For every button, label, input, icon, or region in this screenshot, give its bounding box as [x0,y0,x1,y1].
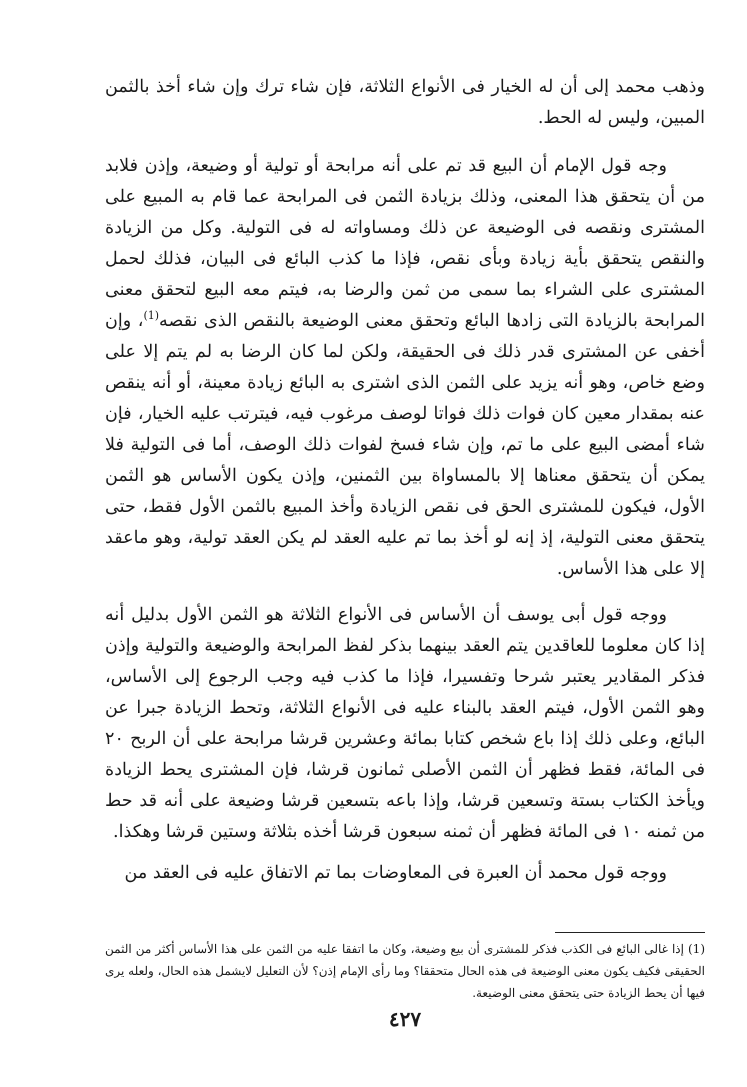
paragraph-4 [105,858,705,889]
paragraph-2 [105,151,705,585]
footnote-text: (1) إذا غالى البائع فى الكذب فذكر للمشترى أن بيع وضيعة، وكان ما اتفقا عليه من الثمن على هذا الأساس أكثر من الثمن الحقيقى فكيف يكون معنى الوضيعة فى هذه الحال متحققا؟ وما رأى الإمام إذن؟ لأن التعليل لايشمل هذه الحال، ولعله يرى فيها أن يحط الزيادة حتى يتحقق معنى الوضيعة. [105,942,705,1000]
paragraph-1 [105,72,705,134]
page-body [105,72,705,1031]
page-number: ٤٢٧ [388,1007,422,1031]
paragraph-3 [105,600,705,848]
paragraph-2-text-before-footnote: وجه قول الإمام أن البيع قد تم على أنه مرابحة أو تولية أو وضيعة، وإذن فلابد من أن يتحقق هذا المعنى، وذلك بزيادة الثمن فى المرابحة عما قام به المبيع على المشترى ونقصه فى الوضيعة عن ذلك ومساواته له فى التولية. وكل من الزيادة والنقص يتحقق بأية زيادة وبأى نقص، فإذا ما كذب البائع فى البيان، فذلك لحمل المشترى على الشراء بما سمى من ثمن والرضا به، فيتم معه البيع لتحقق معنى المرابحة بالزيادة التى زادها البائع وتحقق معنى الوضيعة بالنقص الذى نقصه [105,156,705,331]
paragraph-2-text-after-footnote: ، وإن أخفى عن المشترى قدر ذلك فى الحقيقة، ولكن لما كان الرضا به لم يتم إلا على وضع خاص، وهو أنه يزيد على الثمن الذى اشترى به البائع زيادة معينة، أو أنه ينقص عنه بمقدار معين كان فوات ذلك فواتا لوصف مرغوب فيه، فيترتب عليه الخيار، فإن شاء أمضى البيع على ما تم، وإن شاء فسخ لفوات ذلك الوصف، أما فى التولية فلا يمكن أن يتحقق معناها إلا بالمساواة بين الثمنين، وإذن يكون الأساس هو الثمن الأول، فيكون للمشترى الحق فى نقص الزيادة وأخذ المبيع بالثمن الأول فقط، حتى يتحقق معنى التولية، إذ إنه لو أخذ بما تم عليه العقد لم يكن العقد تولية، وهو ماعقد إلا على هذا الأساس. [105,311,705,579]
paragraph-4-text: ووجه قول محمد أن العبرة فى المعاوضات بما تم الاتفاق عليه فى العقد من [124,863,667,883]
paragraph-3-text: ووجه قول أبى يوسف أن الأساس فى الأنواع الثلاثة هو الثمن الأول بدليل أنه إذا كان معلوما للعاقدين يتم العقد بينهما بذكر لفظ المرابحة والوضيعة والتولية وإذن فذكر المقادير يعتبر شرحا وتفسيرا، فإذا ما كذب فيه وجب الرجوع إلى الأساس، وهو الثمن الأول، فيتم العقد بالبناء عليه فى الأنواع الثلاثة، وتحط الزيادة جبرا عن البائع، وعلى ذلك إذا باع شخص كتابا بمائة وعشرين قرشا مرابحة على أن الربح ٢٠ فى المائة، فقط فظهر أن الثمن الأصلى ثمانون قرشا، فإن المشترى يحط الزيادة ويأخذ الكتاب بستة وتسعين قرشا، وإذا باعه بتسعين قرشا وضيعة على أنه قد حط من ثمنه ١٠ فى المائة فظهر أن ثمنه سبعون قرشا أخذه بثلاثة وستين قرشا وهكذا. [105,605,705,842]
paragraph-1-text: وذهب محمد إلى أن له الخيار فى الأنواع الثلاثة، فإن شاء ترك وإن شاء أخذ بالثمن المبين، وليس له الحط. [105,77,705,128]
footnote-divider [555,932,705,933]
footnote-marker: (1) [143,309,160,323]
